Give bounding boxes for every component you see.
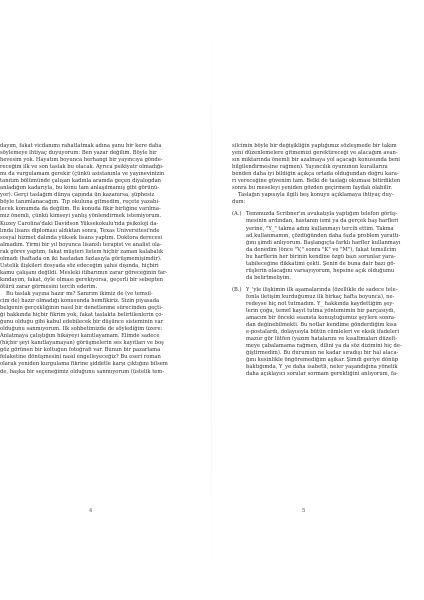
text-line: Y_'yle ilişkimin ilk aşamalarında (özellikle de sadece tele- xyxy=(246,286,398,293)
text-line: mı da vurgulamam gerekir (çünkü asistanınla ve yayınevinizin xyxy=(0,171,165,178)
text-line: tanıtım bölümünde çalışan kadınla aramda geçen diyalogdan xyxy=(0,178,162,185)
text-line: amacım bir önceki seansta konuştuğumuz şeylere sonra- xyxy=(246,315,396,322)
text-line: kamu çalışanı değildi. Mesleki itibarımın zarar göreceğinin far- xyxy=(0,269,168,276)
text-line: ğiştirmedim). Bu durumun ne kadar sıradışı bir hal alaca- xyxy=(246,350,399,357)
text-line: ğunu olduğu gibi kabul edebilecek bir düşünce sisteminin var xyxy=(0,319,164,326)
text-line: olduğunu sanmıyorum. İlk sohbetimizde de söylediğim üzere: xyxy=(0,326,163,333)
list-item-label: (A.) xyxy=(232,211,242,218)
text-line: belgenin gerçekliğinin nasıl bir denetlenme sürecinden geçti- xyxy=(0,305,163,312)
right-page xyxy=(212,0,424,600)
text-line: Temmuzda Scribner'ın avukatıyla yaptığım telefon görüş- xyxy=(246,211,398,218)
text-line: rı vereceğine güvenim tam. Belki de taslağı okuması bitirdikten xyxy=(232,178,401,185)
text-line: mazur gör lütfen (yazım hatalarını ve kısaltmaları düzelt- xyxy=(246,336,398,343)
right-page-body xyxy=(232,143,412,379)
list-item xyxy=(232,211,412,281)
text-line: kındayım, fakat, öyle olması gerekiyorsa, geçerli bir sebepten xyxy=(0,276,164,283)
text-line: mesinin ardından, hastanın ismi ya da gerçek baş harfleri xyxy=(246,218,399,225)
text-line: meye çabalamama rağmen, dilini ya da söz dizimini hiç de- xyxy=(246,343,402,350)
text-line: söylemeye ihtiyaç duyuyorum: Ben yazar değilim. Böyle bir xyxy=(0,150,157,157)
text-line: ötürü zarar görmesini tercih ederim. xyxy=(0,283,98,290)
text-line: cim de) hazır olmadığı konusunda hemfikiriz. Sizin piyasada xyxy=(0,298,160,305)
text-line: sın miktarında önemli bir azalmaya yol açacağı konusunda beni xyxy=(232,157,400,164)
text-line: bu harflerin her birinin kendine özgü bazı sorunlar yara- xyxy=(246,253,396,260)
text-line: lecek konumda da değilim. Bu konuda fikir birliğine varılma- xyxy=(0,206,161,213)
page-number-right: 5 xyxy=(302,508,306,514)
text-line: Üstelik ilişkileri dosyada söz edeceğim şahıs dışında, hiçbiri xyxy=(0,262,159,269)
text-line: anladığım kadarıyla, bu konu tam anlaşılmamış gibi görünü- xyxy=(0,185,160,192)
text-line: olarak yeniden kurgulama fikrine şiddetle karşı çıktığını bilsem xyxy=(0,361,168,368)
text-line: benden daha iyi bildiğin açıkça ortada olduğundan doğru kara- xyxy=(232,171,399,178)
text-line: rak görev yaptım, fakat müşteri listem hiçbir zaman kalabalık xyxy=(0,248,164,255)
text-line: daha açıklayıcı sorular sormam gerektiğini anlıyorum, fa- xyxy=(246,371,398,378)
text-line: baktığımda, Y_ye daha isabetli, neler yaşandığına yönelik xyxy=(246,364,398,371)
text-line: yerine, "Y_" takma adını kullanmayı tercih ettim. Takma xyxy=(246,225,394,232)
left-page-body xyxy=(0,143,193,376)
text-line: ğını şimdi anlıyorum. Başlangıçta farklı harfler kullanmayı xyxy=(246,239,401,246)
text-line: dan değinebilmekti. Bu notlar kendime gönderdiğim kısa xyxy=(246,322,397,329)
text-line: yor). Gerçi taslağım dünya çapında ün kazanırsa, şüphesiz xyxy=(0,192,155,199)
text-line: böyle tanımlanacağım. Tıp okuluna gitmedim, reçete yazabi- xyxy=(0,199,160,206)
text-line: e-postalardı, dolayısıyla bütün cümleleri ve eksik ifadeleri xyxy=(246,329,400,336)
text-line: olmadı (haftada on iki hastadan fazlasıyla görüşmemişimdir). xyxy=(0,255,162,262)
page-number-left: 4 xyxy=(89,508,93,514)
list-item-label: (B.) xyxy=(232,286,242,293)
text-line: lında lisans diploması aldıktan sonra, Texas Üniversitesi'nde xyxy=(0,227,160,234)
text-line: da belirtmeliyim. xyxy=(246,274,291,281)
text-line: rüşlerin olacağını varsayıyorum, hepsine açık olduğumu xyxy=(246,267,395,274)
text-line: da denedim (önce "V," sonra "K" ve "M"), fakat temsilcim xyxy=(246,246,397,253)
text-line: lerin çoğu, temel kayıt tutma yöntemimin bir parçasıydı, xyxy=(246,308,396,315)
text-line: tabileceğine dikkatimi çekti. Şenin de buna dair bazı gö- xyxy=(246,260,396,267)
text-line: dum: xyxy=(232,199,246,206)
text-line: almadım. Yirmi bir yıl boyunca lisanslı terapist ve analist ola- xyxy=(0,241,162,248)
text-line: yeni düzenlemelere gitmemizi gerektireceği ve alacağım avan- xyxy=(232,150,398,157)
text-line: bilgilendirmesine rağmen). Yayıncılık oyununun kurallarını xyxy=(232,164,388,171)
text-line: Taslağın yapısıyla ilgili beş konuyu açıklamaya ihtiyaç duy- xyxy=(238,192,394,199)
text-line: mız önemli, çünkü kimseyi yanlış yönlendirmek istemiyorum. xyxy=(0,213,162,220)
text-line: hevesim yok. Hayatım boyunca herhangi bir yayıncıya gönde- xyxy=(0,157,163,164)
text-line: silcimin böyle bir değişikliğin yaptığımız sözleşmede bir takım xyxy=(232,143,397,149)
list-item xyxy=(232,287,412,379)
text-line: Kuzey Carolina'daki Davidson Yüksekokulu'nda psikoloji da- xyxy=(0,220,159,227)
text-line: ğını kesinlikle öngöremediğim aşikar. Şimdi geriye dönüp xyxy=(246,357,399,364)
text-line: ad kullanmamın, çözdüğünden daha fazla problem yarattı- xyxy=(246,232,401,239)
text-line: sosyal hizmet dalında yüksek lisans yaptım. Doktora derecesi xyxy=(0,234,163,241)
text-line: fonla iletişim kurduğumuz ilk birkaç hafta boyunca), ne- xyxy=(246,293,395,300)
text-line: de, başka bir seçeneğimiz olduğunu sanmıyorum (üstelik tem- xyxy=(0,368,165,375)
text-line: Anlatmaya çalıştığım hikâyeyi kanıtlayamam. Elimde sadece xyxy=(0,333,160,340)
text-line: göz görünen bir koltuğun fotoğrafı var. Bunun bir pazarlama xyxy=(0,347,161,354)
text-line: felaketine dönüşmesini nasıl engelleyeceğiz? Bu eseri roman xyxy=(0,354,161,361)
text-line: sonra bu meseleyi yeniden gözden geçirmem faydalı olabilir. xyxy=(232,185,392,192)
text-line: ği hakkında hiçbir fikrim yok, fakat taslakta belirtilenlerin ço- xyxy=(0,312,164,319)
text-line: receğim ilk ve son taslak bu olacak. Ayrıca psikiyatr olmadığı- xyxy=(0,164,164,171)
text-line: Bu taslak yayına hazır mı? Sanırım ikimiz de (ve temsil- xyxy=(6,290,153,297)
text-line: dayım, fakat vicdanımı rahatlatmak adına şunu bir kere daha xyxy=(0,143,162,149)
text-line: redeyse hiç not tutmadım. Y_ hakkında kaydettiğim şey- xyxy=(246,300,395,307)
text-line: (hiçbir şeyi kanıtlayamayan) görüşmelerin ses kayıtları ve boş xyxy=(0,340,164,347)
